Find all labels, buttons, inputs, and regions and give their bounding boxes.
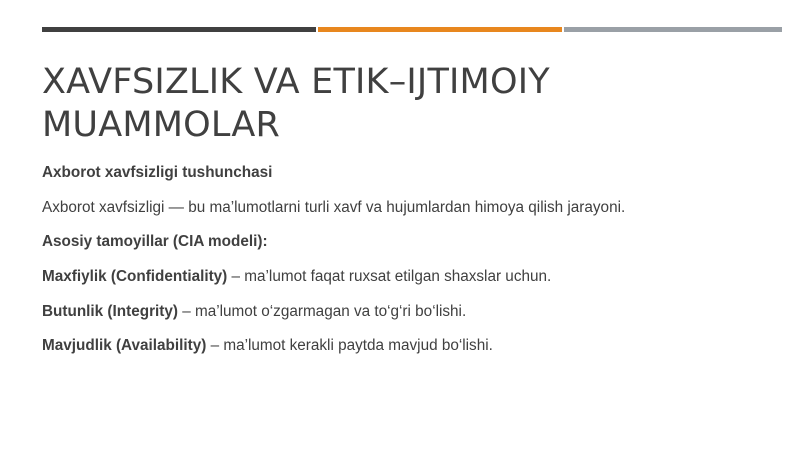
rule-segment-gray (564, 27, 782, 32)
paragraph-availability (42, 336, 754, 357)
rule-segment-accent (318, 27, 562, 32)
rule-segment-dark (42, 27, 316, 32)
paragraph-rest: Axborot xavfsizligi — bu ma’lumotlarni turli xavf va hujumlardan himoya qilish jarayoni. (42, 198, 626, 216)
paragraph-confidentiality (42, 267, 754, 288)
paragraph-concept-heading (42, 163, 754, 184)
paragraph-lead: Asosiy tamoyillar (CIA modeli): (42, 233, 268, 251)
title-decorative-rule (42, 27, 782, 32)
paragraph-lead: Maxfiylik (Confidentiality) (42, 267, 228, 285)
paragraph-integrity (42, 302, 754, 323)
paragraph-rest: – ma’lumot kerakli paytda mavjud bo‘lishi. (206, 337, 493, 355)
paragraph-rest: – ma’lumot faqat ruxsat etilgan shaxslar uchun. (227, 267, 552, 285)
slide-body (42, 163, 754, 357)
paragraph-rest: – ma’lumot o‘zgarmagan va to‘g‘ri bo‘lishi. (177, 302, 467, 320)
paragraph-lead: Axborot xavfsizligi tushunchasi (42, 164, 273, 181)
paragraph-concept-text (42, 198, 754, 219)
paragraph-lead: Mavjudlik (Availability) (42, 337, 207, 355)
slide-title: XAVFSIZLIK VA ETIK–IJTIMOIY MUAMMOLAR (42, 62, 550, 146)
paragraph-principles-heading (42, 232, 754, 253)
paragraph-lead: Butunlik (Integrity) (42, 302, 178, 320)
